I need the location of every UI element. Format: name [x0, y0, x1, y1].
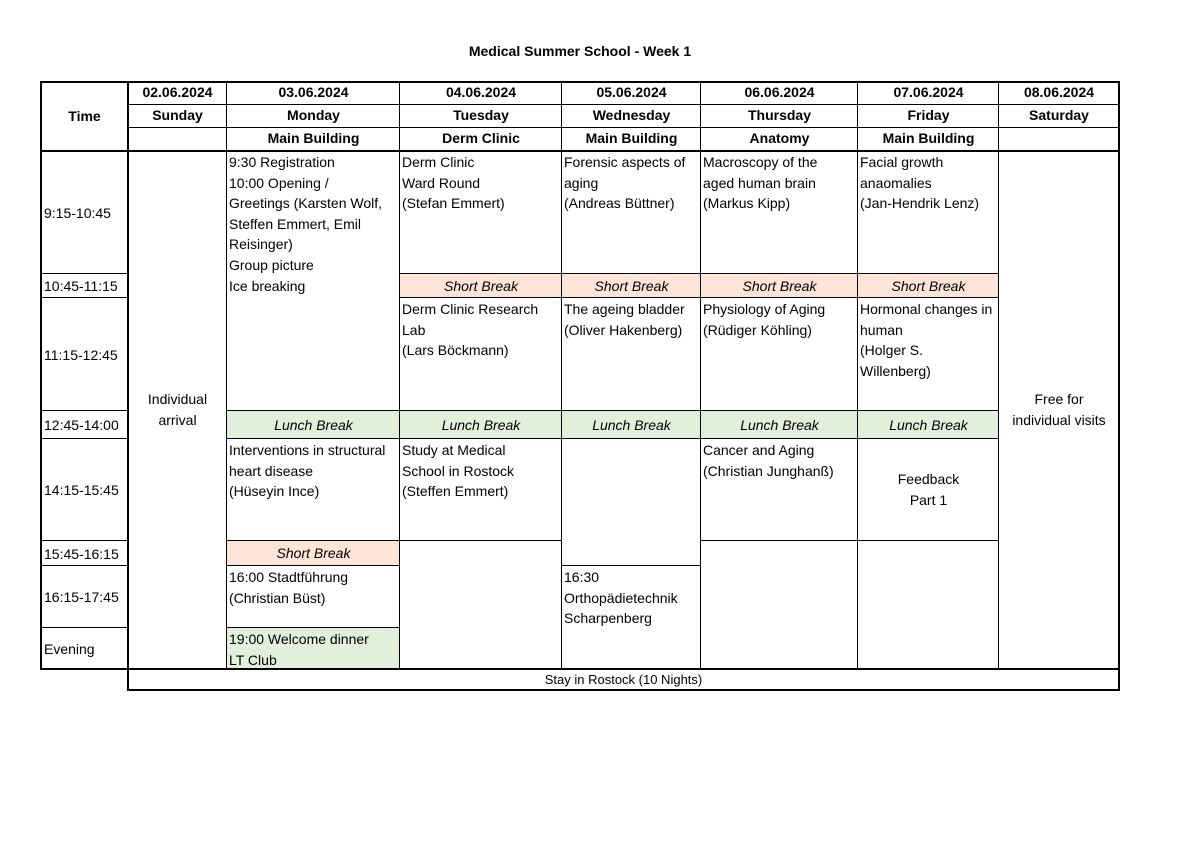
stay-footer: Stay in Rostock (10 Nights) — [544, 672, 703, 687]
time-slot: 11:15-12:45 — [44, 346, 118, 363]
saturday-free: Free for individual visits — [1012, 391, 1106, 428]
wednesday-late-session: 16:30 Orthopädietechnik Scharpenberg — [564, 569, 678, 627]
time-slot: 14:15-15:45 — [44, 482, 119, 498]
location-wednesday: Main Building — [585, 130, 678, 146]
grid-line — [700, 82, 701, 669]
time-slot: 16:15-17:45 — [44, 589, 119, 605]
grid-line — [400, 297, 998, 298]
wednesday-session-2: The ageing bladder (Oliver Hakenberg) — [564, 301, 685, 338]
time-slot: Evening — [44, 640, 95, 657]
grid-line — [400, 273, 998, 274]
monday-late-session: 16:00 Stadtführung (Christian Büst) — [229, 569, 349, 606]
thursday-afternoon-session: Cancer and Aging (Christian Junghanß) — [703, 442, 834, 479]
grid-line — [127, 689, 1120, 691]
time-slot: 9:15-10:45 — [44, 204, 111, 221]
grid-line — [1118, 81, 1120, 691]
grid-line — [41, 540, 128, 541]
monday-morning-session: 9:30 Registration 10:00 Opening / Greetings (Karsten Wolf, Steffen Emmert, Emil Reisinger) Group picture Ice breaking — [229, 154, 383, 294]
grid-line — [998, 82, 999, 669]
location-monday: Main Building — [267, 130, 360, 146]
time-slot: 15:45-16:15 — [44, 545, 119, 562]
grid-line — [227, 438, 998, 439]
date-friday: 07.06.2024 — [893, 84, 964, 100]
grid-line — [561, 82, 562, 669]
grid-line — [41, 565, 128, 566]
date-tuesday: 04.06.2024 — [445, 84, 517, 100]
location-thursday: Anatomy — [749, 130, 810, 146]
day-wednesday: Wednesday — [592, 107, 671, 123]
grid-line — [701, 540, 998, 541]
time-slot: 12:45-14:00 — [44, 417, 119, 433]
grid-line — [127, 81, 129, 691]
grid-line — [227, 627, 400, 628]
wednesday-short-break: Short Break — [562, 274, 701, 298]
wednesday-session-1: Forensic aspects of aging (Andreas Büttner) — [564, 154, 686, 212]
grid-line — [41, 297, 128, 298]
grid-line — [227, 565, 400, 566]
thursday-short-break: Short Break — [701, 274, 858, 298]
grid-line — [399, 82, 400, 669]
monday-lunch-break: Lunch Break — [227, 411, 400, 439]
date-monday: 03.06.2024 — [278, 84, 349, 100]
date-thursday: 06.06.2024 — [744, 84, 815, 100]
day-thursday: Thursday — [747, 107, 811, 123]
monday-afternoon-session: Interventions in structural heart disease (Hüseyin Ince) — [229, 442, 386, 500]
tuesday-afternoon-session: Study at Medical School in Rostock (Steffen Emmert) — [402, 442, 515, 500]
date-sunday: 02.06.2024 — [142, 84, 213, 100]
day-sunday: Sunday — [152, 107, 203, 123]
grid-line — [227, 410, 998, 411]
thursday-lunch-break: Lunch Break — [701, 411, 858, 439]
grid-line — [41, 273, 128, 274]
tuesday-short-break: Short Break — [400, 274, 562, 298]
monday-short-break: Short Break — [227, 541, 400, 566]
page-title: Medical Summer School - Week 1 — [468, 43, 692, 59]
grid-line — [227, 540, 562, 541]
friday-lunch-break: Lunch Break — [858, 411, 999, 439]
grid-line — [41, 438, 128, 439]
grid-line — [41, 627, 128, 628]
location-tuesday: Derm Clinic — [442, 130, 520, 146]
grid-line — [562, 565, 701, 566]
grid-line — [857, 82, 858, 669]
tuesday-session-2: Derm Clinic Research Lab (Lars Böckmann) — [402, 301, 539, 359]
grid-line — [128, 127, 1119, 128]
time-header: Time — [68, 108, 101, 124]
grid-line — [41, 410, 128, 411]
location-friday: Main Building — [882, 130, 975, 146]
friday-feedback-session: Feedback Part 1 — [897, 471, 960, 508]
grid-line — [128, 104, 1119, 105]
friday-session-2: Hormonal changes in human (Holger S. Willenberg) — [860, 301, 993, 379]
day-tuesday: Tuesday — [453, 107, 509, 123]
day-monday: Monday — [287, 107, 340, 123]
date-saturday: 08.06.2024 — [1023, 84, 1095, 100]
day-friday: Friday — [907, 107, 950, 123]
grid-line — [40, 150, 1120, 152]
tuesday-lunch-break: Lunch Break — [400, 411, 562, 439]
grid-line — [40, 668, 1120, 670]
wednesday-lunch-break: Lunch Break — [562, 411, 701, 439]
friday-session-1: Facial growth anaomalies (Jan-Hendrik Lenz) — [860, 154, 980, 212]
day-saturday: Saturday — [1029, 107, 1089, 123]
sunday-arrival: Individual arrival — [147, 391, 208, 428]
grid-line — [40, 81, 42, 670]
grid-line — [40, 81, 1120, 83]
thursday-session-1: Macroscopy of the aged human brain (Markus Kipp) — [703, 154, 818, 212]
thursday-session-2: Physiology of Aging (Rüdiger Köhling) — [703, 301, 826, 338]
time-slot: 10:45-11:15 — [44, 278, 118, 294]
date-wednesday: 05.06.2024 — [596, 84, 667, 100]
tuesday-session-1: Derm Clinic Ward Round (Stefan Emmert) — [402, 154, 505, 212]
friday-short-break: Short Break — [858, 274, 999, 298]
grid-line — [226, 82, 227, 669]
monday-evening-session: 19:00 Welcome dinner LT Club — [227, 628, 400, 669]
